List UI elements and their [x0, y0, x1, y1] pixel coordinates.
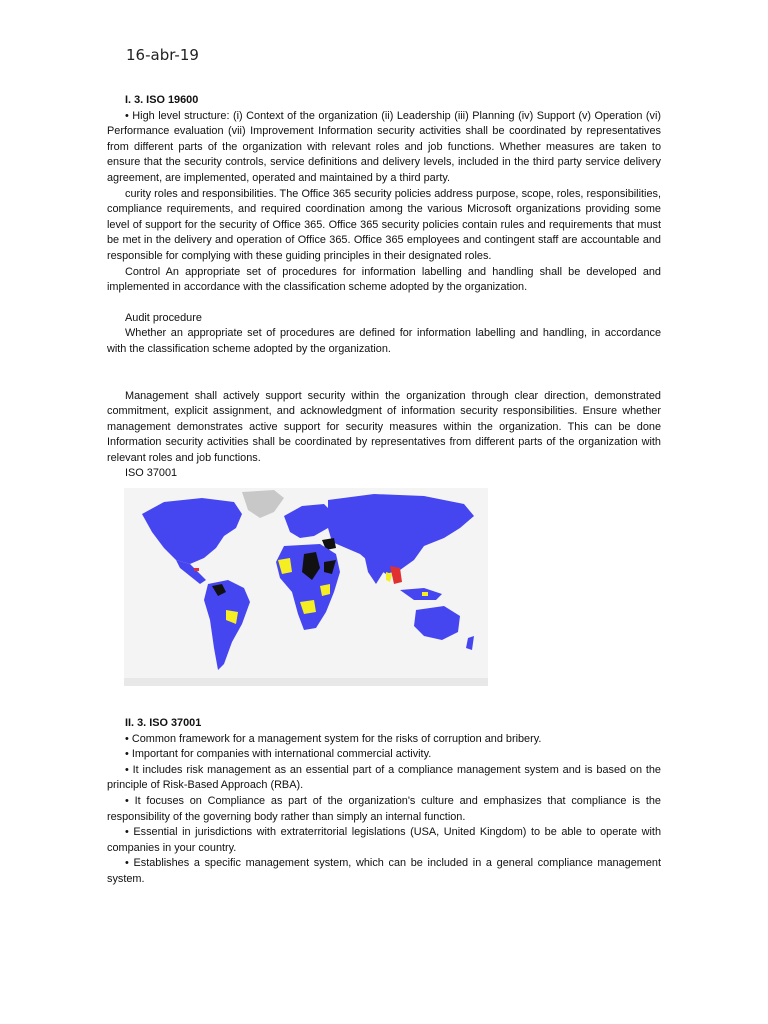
- bullet-item: • Establishes a specific management system, which can be included in a general compliance management system.: [107, 857, 661, 885]
- map-antarctica: [124, 678, 488, 686]
- map-indonesia-yellow: [422, 592, 428, 596]
- world-map-svg: [124, 488, 488, 686]
- iso-37001-label: ISO 37001: [125, 467, 178, 480]
- map-caribbean-mark: [194, 568, 199, 571]
- bullet-item: • It includes risk management as an essential part of a compliance management system and is based on the principle of Risk-Based Approach (RBA).: [107, 763, 661, 792]
- document-body: [107, 93, 661, 888]
- paragraph-control: Control An appropriate set of procedures for information labelling and handling shall be developed and implemented in accordance with the classification scheme adopted by the organization.: [107, 265, 661, 294]
- section-heading-iso-37001: II. 3. ISO 37001: [125, 717, 202, 730]
- audit-procedure-title: Audit procedure: [125, 311, 202, 324]
- bullet-item: • Essential in jurisdictions with extraterritorial legislations (USA, United Kingdom) to be able to operate with companies in your country.: [107, 826, 661, 854]
- section-heading-iso-19600: I. 3. ISO 19600: [125, 94, 199, 106]
- paragraph-management-support: Management shall actively support security within the organization through clear direction, demonstrated commitment, explicit assignment, and acknowledgment of information security responsibilities. Ensure whether management demonstrates active support for security measures within the organization. This can be done Information security activities shall be coordinated by representatives from different parts of the organization with relevant roles and job functions.: [107, 389, 661, 464]
- world-map-image: [124, 488, 488, 686]
- bullet-item: • It focuses on Compliance as part of the organization's culture and emphasizes that compliance is the responsibility of the governing body rather than simply an internal function.: [107, 795, 661, 823]
- bullet-item: • Common framework for a management system for the risks of corruption and bribery.: [125, 732, 542, 745]
- paragraph-security-roles: curity roles and responsibilities. The Office 365 security policies address purpose, scope, roles, responsibilities, compliance requirements, and required coordination among the various Microsoft organizations providing some level of support for the security of Office 365. Office 365 security policies contain rules and requirements that must be met in the delivery and operation of Office 365. Office 365 employees and contingent staff are accountable and responsible for complying with these guiding principles in their designated roles.: [107, 187, 661, 262]
- paragraph-high-level-structure: • High level structure: (i) Context of the organization (ii) Leadership (iii) Planning (iv) Support (v) Operation (vi) Performance evaluation (vii) Improvement Information security activities shall be coordinated by representatives from different parts of the organization with relevant roles and job functions. Whether measures are taken to ensure that the security controls, service definitions and delivery levels, included in the third party service delivery agreement, are implemented, operated and maintained by a third party.: [107, 109, 661, 184]
- audit-procedure-text: Whether an appropriate set of procedures are defined for information labelling and handling, in accordance with the classification scheme adopted by the organization.: [107, 327, 661, 355]
- document-date: 16-abr-19: [126, 46, 199, 64]
- bullet-item: • Important for companies with international commercial activity.: [125, 748, 432, 761]
